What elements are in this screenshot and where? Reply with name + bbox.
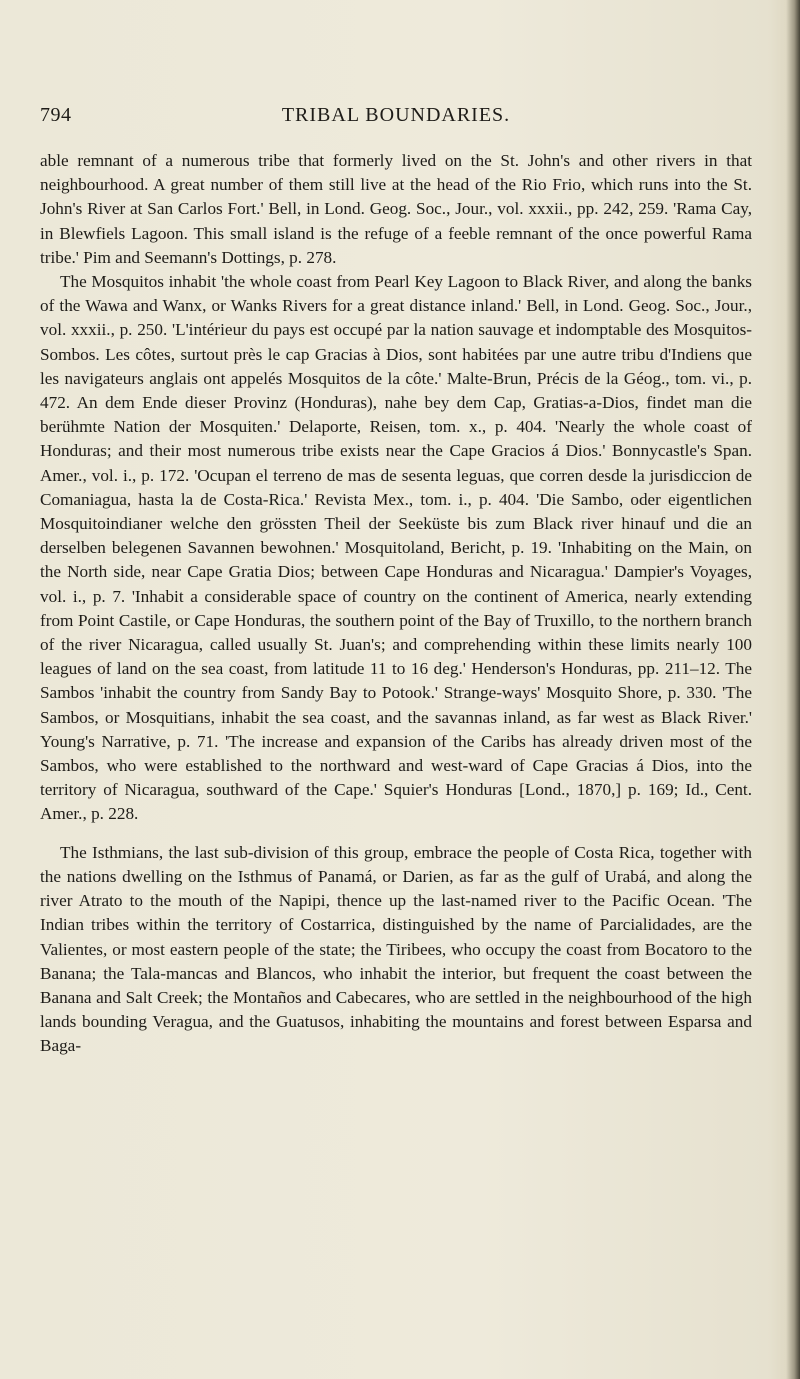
body-text (40, 149, 752, 1059)
page-edge-shadow (786, 0, 800, 1379)
page-header (40, 104, 752, 134)
paragraph-isthmians: The Isthmians, the last sub-division of this group, embrace the people of Costa Rica, together with the nations dwelling on the Isthmus of Panamá, or Darien, as far as the gulf of Urabá, and along the river Atrato to the mouth of the Napipi, thence up the last-named river to the Pacific Ocean. 'The Indian tribes within the territory of Costarrica, distinguished by the name of Parcialidades, are the Valientes, or most eastern people of the state; the Tiribees, who occupy the coast from Bocatoro to the Banana; the Tala-mancas and Blancos, who inhabit the interior, but frequent the coast between the Banana and Salt Creek; the Montaños and Cabecares, who are settled in the neighbourhood of the high lands bounding Veragua, and the Guatusos, inhabiting the mountains and forest between Esparsa and Baga- (40, 842, 752, 1056)
paragraph-mosquitos: The Mosquitos inhabit 'the whole coast from Pearl Key Lagoon to Black River, and along the banks of the Wawa and Wanx, or Wanks Rivers for a great distance inland.' Bell, in Lond. Geog. Soc., Jour., vol. xxxii., p. 250. 'L'intérieur du pays est occupé par la nation sauvage et indomptable des Mosquitos-Sombos. Les côtes, surtout près le cap Gracias à Dios, sont habitées par une autre tribu d'Indiens que les navigateurs anglais ont appelés Mosquitos de la côte.' Malte-Brun, Précis de la Géog., tom. vi., p. 472. An dem Ende dieser Provinz (Honduras), nahe bey dem Cap, Gratias-a-Dios, findet man die berühmte Nation der Mosquiten.' Delaporte, Reisen, tom. x., p. 404. 'Nearly the whole coast of Honduras; and their most numerous tribe exists near the Cape Gracios á Dios.' Bonnycastle's Span. Amer., vol. i., p. 172. 'Ocupan el terreno de mas de sesenta leguas, que corren desde la jurisdiccion de Comaniagua, hasta la de Costa-Rica.' Revista Mex., tom. i., p. 404. 'Die Sambo, oder eigentlichen Mosquitoindianer welche den grössten Theil der Seeküste bis zum Black river hinauf und die an derselben belegenen Savannen bewohnen.' Mosquitoland, Bericht, p. 19. 'Inhabiting on the Main, on the North side, near Cape Gratia Dios; between Cape Honduras and Nicaragua.' Dampier's Voyages, vol. i., p. 7. 'Inhabit a considerable space of country on the continent of America, nearly extending from Point Castile, or Cape Honduras, the southern point of the Bay of Truxillo, to the northern branch of the river Nicaragua, called usually St. Juan's; and comprehending within these limits nearly 100 leagues of land on the sea coast, from latitude 11 to 16 deg.' Henderson's Honduras, pp. 211–12. The Sambos 'inhabit the country from Sandy Bay to Potook.' Strange-ways' Mosquito Shore, p. 330. 'The Sambos, or Mosquitians, inhabit the sea coast, and the savannas inland, as far west as Black River.' Young's Narrative, p. 71. 'The increase and expansion of the Caribs has already driven most of the Sambos, who were established to the northward and west-ward of Cape Gracias á Dios, into the territory of Nicaragua, southward of the Cape.' Squier's Honduras [Lond., 1870,] p. 169; Id., Cent. Amer., p. 228. (40, 272, 752, 824)
paragraph-continuation: able remnant of a numerous tribe that formerly lived on the St. John's and other rivers in that neighbourhood. A great number of them still live at the head of the Rio Frio, which runs into the St. John's River at San Carlos Fort.' Bell, in Lond. Geog. Soc., Jour., vol. xxxii., pp. 242, 259. 'Rama Cay, in Blewfiels Lagoon. This small island is the refuge of a feeble remnant of the once powerful Rama tribe.' Pim and Seemann's Dottings, p. 278. (40, 151, 752, 267)
page-number: 794 (40, 104, 72, 126)
running-head: TRIBAL BOUNDARIES. (281, 104, 511, 126)
